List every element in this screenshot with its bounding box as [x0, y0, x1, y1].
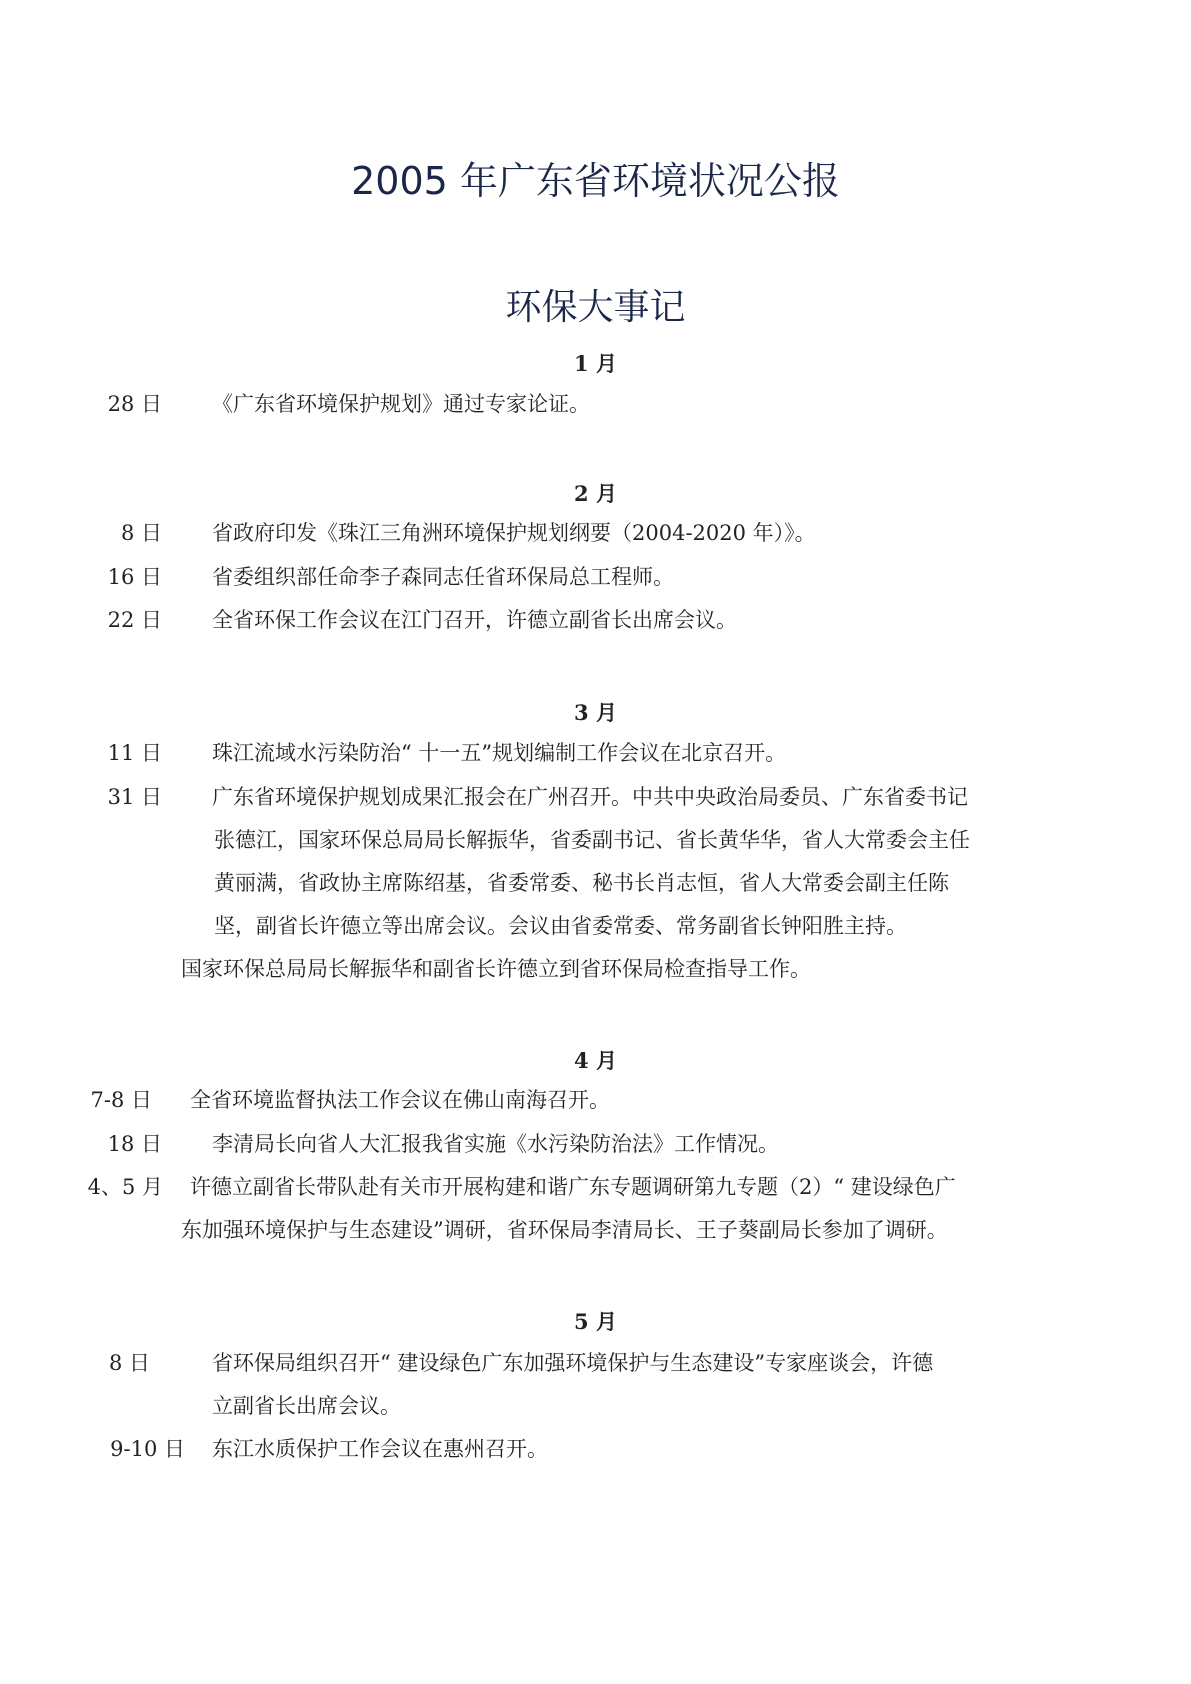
month-heading-feb: 2 月	[574, 481, 617, 506]
entry-text: 张德江，国家环保总局局长解振华，省委副书记、省长黄华华，省人大常委会主任	[214, 828, 970, 852]
entry-text: 全省环保工作会议在江门召开，许德立副省长出席会议。	[212, 608, 737, 632]
entry-text: 立副省长出席会议。	[212, 1394, 401, 1418]
entry-text: 李清局长向省人大汇报我省实施《水污染防治法》工作情况。	[212, 1132, 779, 1156]
month-heading-jan: 1 月	[574, 351, 617, 376]
entry-text: 全省环境监督执法工作会议在佛山南海召开。	[190, 1088, 610, 1112]
entry-text: 坚，副省长许德立等出席会议。会议由省委常委、常务副省长钟阳胜主持。	[214, 914, 907, 938]
entry-day: 18 日	[107, 1132, 162, 1156]
page-title: 2005 年广东省环境状况公报	[351, 159, 840, 203]
entry-day: 11 日	[107, 741, 162, 765]
month-heading-apr: 4 月	[574, 1048, 617, 1073]
entry-text: 国家环保总局局长解振华和副省长许德立到省环保局检查指导工作。	[181, 957, 811, 981]
entry-day: 9-10 日	[110, 1437, 185, 1461]
entry-text: 东江水质保护工作会议在惠州召开。	[212, 1437, 548, 1461]
entry-day: 4、5 月	[87, 1175, 163, 1199]
entry-day: 31 日	[107, 785, 162, 809]
entry-day: 28 日	[107, 392, 162, 416]
month-heading-mar: 3 月	[574, 700, 617, 725]
entry-day: 16 日	[107, 565, 162, 589]
entry-text: 《广东省环境保护规划》通过专家论证。	[212, 392, 590, 416]
entry-text: 省委组织部任命李子森同志任省环保局总工程师。	[212, 565, 674, 589]
entry-day: 22 日	[107, 608, 162, 632]
entry-text: 省政府印发《珠江三角洲环境保护规划纲要（2004-2020 年）》。	[212, 521, 816, 545]
entry-text: 广东省环境保护规划成果汇报会在广州召开。中共中央政治局委员、广东省委书记	[212, 785, 968, 809]
entry-text: 省环保局组织召开“ 建设绿色广东加强环境保护与生态建设”专家座谈会，许德	[212, 1351, 934, 1375]
entry-text: 黄丽满，省政协主席陈绍基，省委常委、秘书长肖志恒，省人大常委会副主任陈	[214, 871, 949, 895]
entry-day: 7-8 日	[90, 1088, 152, 1112]
entry-day: 8 日	[108, 1351, 150, 1375]
entry-text: 东加强环境保护与生态建设”调研，省环保局李清局长、王子葵副局长参加了调研。	[181, 1218, 948, 1242]
section-title: 环保大事记	[505, 287, 686, 328]
entry-text: 珠江流域水污染防治“ 十一五”规划编制工作会议在北京召开。	[212, 741, 787, 765]
entry-day: 8 日	[120, 521, 162, 545]
entry-text: 许德立副省长带队赴有关市开展构建和谐广东专题调研第九专题（2）“ 建设绿色广	[190, 1175, 956, 1199]
month-heading-may: 5 月	[574, 1309, 617, 1334]
